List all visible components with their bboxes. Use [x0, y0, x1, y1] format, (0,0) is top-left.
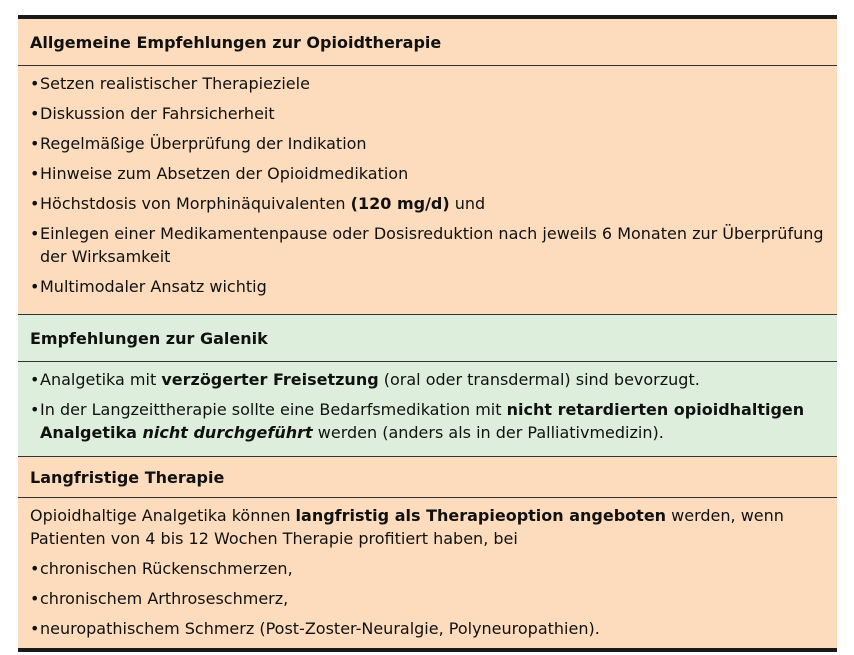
list-item: • chronischen Rückenschmerzen,	[30, 559, 293, 578]
section-title: Allgemeine Empfehlungen zur Opioidtherapie	[30, 32, 442, 52]
section-title: Empfehlungen zur Galenik	[30, 328, 268, 348]
list-item: • Analgetika mit verzögerter Freisetzung (oral oder transdermal) sind bevorzugt.	[30, 370, 700, 389]
dose-value: (120 mg/d)	[350, 194, 450, 213]
intro-paragraph: Opioidhaltige Analgetika können langfristig als Therapieoption angeboten werden, wenn Patienten von 4 bis 12 Wochen Therapie profitiert haben, bei	[30, 506, 784, 548]
list-item: • Diskussion der Fahrsicherheit	[30, 104, 275, 123]
list-item: • Regelmäßige Überprüfung der Indikation	[30, 134, 367, 153]
section-header-longterm	[18, 457, 837, 498]
list-item: • neuropathischem Schmerz (Post-Zoster-Neuralgie, Polyneuropathien).	[30, 619, 600, 638]
section-body-galenik	[18, 362, 837, 457]
recommendations-table	[18, 15, 837, 652]
list-item: • Multimodaler Ansatz wichtig	[30, 277, 267, 296]
list-item: • Hinweise zum Absetzen der Opioidmedikation	[30, 164, 409, 183]
section-body-longterm	[18, 498, 837, 648]
list-item: • Setzen realistischer Therapieziele	[30, 74, 310, 93]
section-header-galenik	[18, 315, 837, 362]
list-item: • Einlegen einer Medikamentenpause oder Dosisreduktion nach jeweils 6 Monaten zur Überprüfung der Wirksamkeit	[30, 224, 824, 266]
list-item: • chronischem Arthroseschmerz,	[30, 589, 289, 608]
section-body-general	[18, 66, 837, 315]
section-title: Langfristige Therapie	[30, 467, 225, 487]
list-item: • In der Langzeittherapie sollte eine Bedarfsmedikation mit nicht retardierten opioidhaltigen Analgetika nicht durchgeführt werden (anders als in der Palliativmedizin).	[30, 400, 805, 442]
section-header-general	[18, 19, 837, 66]
list-item-max-dose: • Höchstdosis von Morphinäquivalenten (120 mg/d) und	[30, 194, 486, 213]
